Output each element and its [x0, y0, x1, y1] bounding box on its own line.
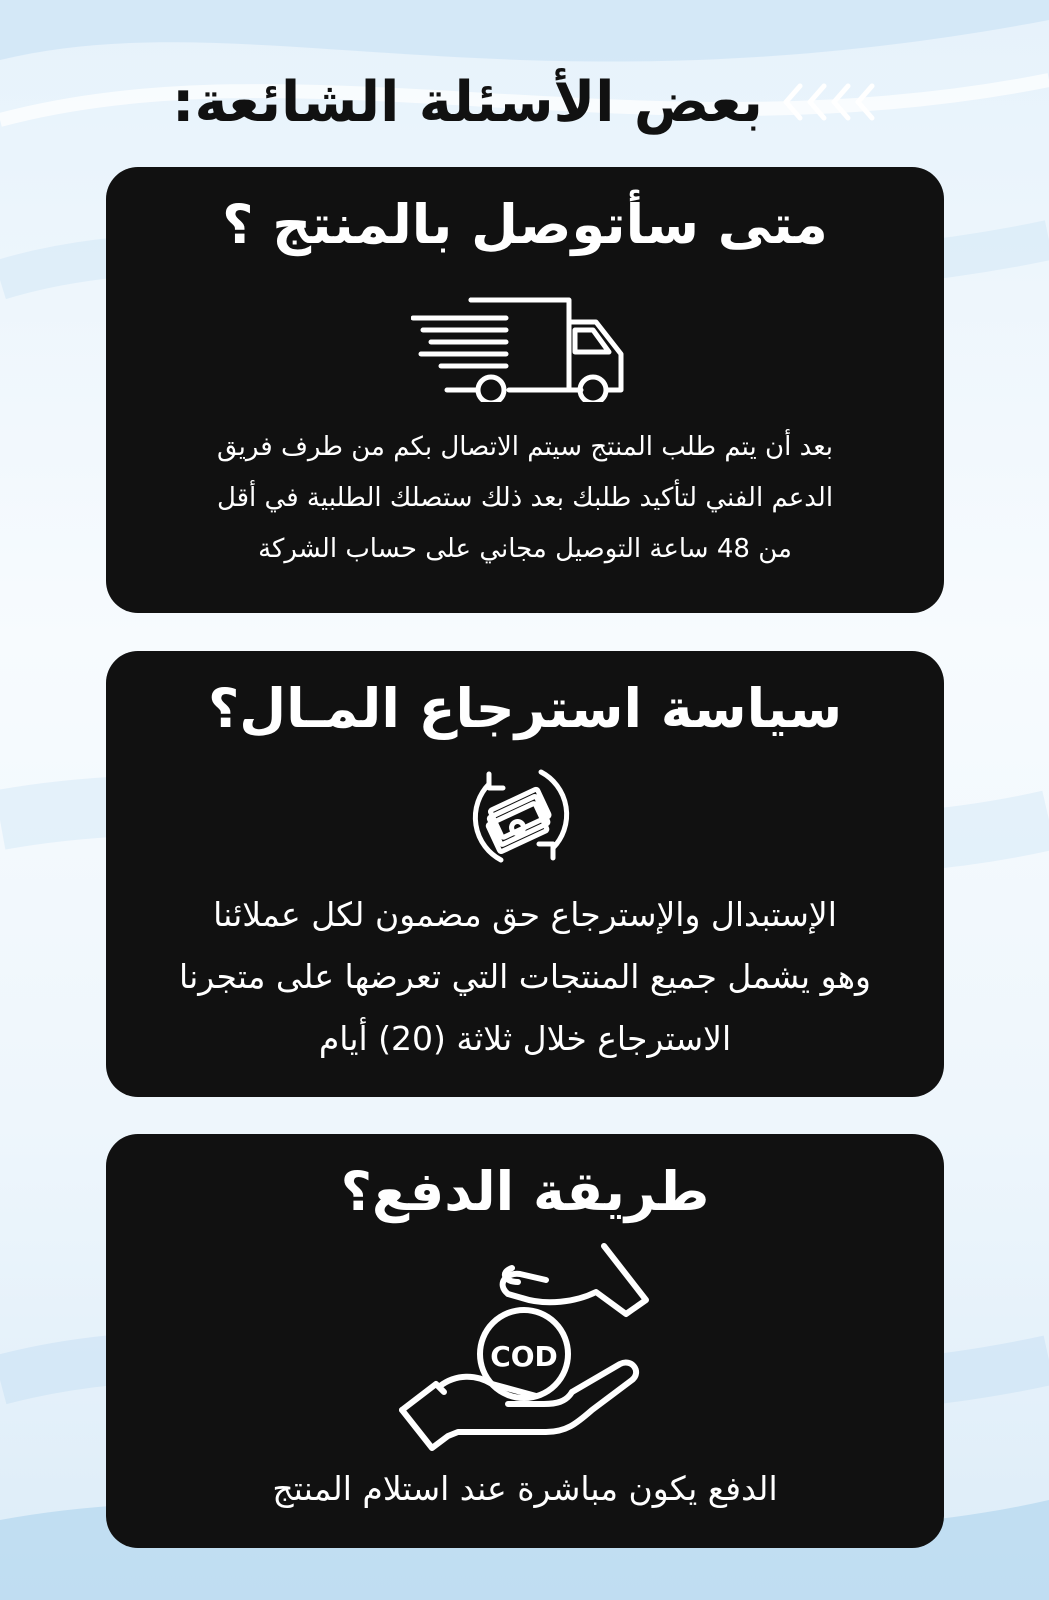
- cod-label: COD: [490, 1340, 558, 1373]
- answer-line: من 48 ساعة التوصيل مجاني على حساب الشركة: [258, 534, 792, 564]
- answer-line: الدعم الفني لتأكيد طلبك بعد ذلك ستصلك الطلبية في أقل: [216, 483, 834, 513]
- faq-card-refund: [106, 651, 944, 1097]
- cash-on-delivery-icon: [396, 1234, 656, 1464]
- answer-line: الاسترجاع خلال ثلاثة (20) أيام: [318, 1019, 732, 1058]
- faq-title-refund: سياسة استرجاع المـال؟: [207, 677, 843, 740]
- answer-line: الإستبدال والإسترجاع حق مضمون لكل عملائنا: [213, 895, 837, 934]
- faq-title-delivery: متى سأتوصل بالمنتج ؟: [222, 193, 828, 256]
- faq-answer-payment: [146, 1464, 904, 1514]
- faq-answer-delivery: [146, 422, 904, 575]
- faq-title-payment: طريقة الدفع؟: [340, 1160, 710, 1223]
- faq-answer-refund: [146, 884, 904, 1070]
- answer-line: وهو يشمل جميع المنتجات التي تعرضها على متجرنا: [179, 957, 871, 996]
- page-header: [0, 62, 1049, 142]
- faq-card-payment: [106, 1134, 944, 1548]
- delivery-truck-icon: [411, 292, 631, 402]
- money-refund-icon: [461, 764, 581, 868]
- decorative-chevrons-icon: [781, 82, 877, 122]
- answer-line: الدفع يكون مباشرة عند استلام المنتج: [272, 1469, 778, 1508]
- faq-card-delivery: [106, 167, 944, 613]
- page-title: بعض الأسئلة الشائعة:: [172, 69, 763, 135]
- answer-line: بعد أن يتم طلب المنتج سيتم الاتصال بكم من طرف فريق: [217, 432, 833, 462]
